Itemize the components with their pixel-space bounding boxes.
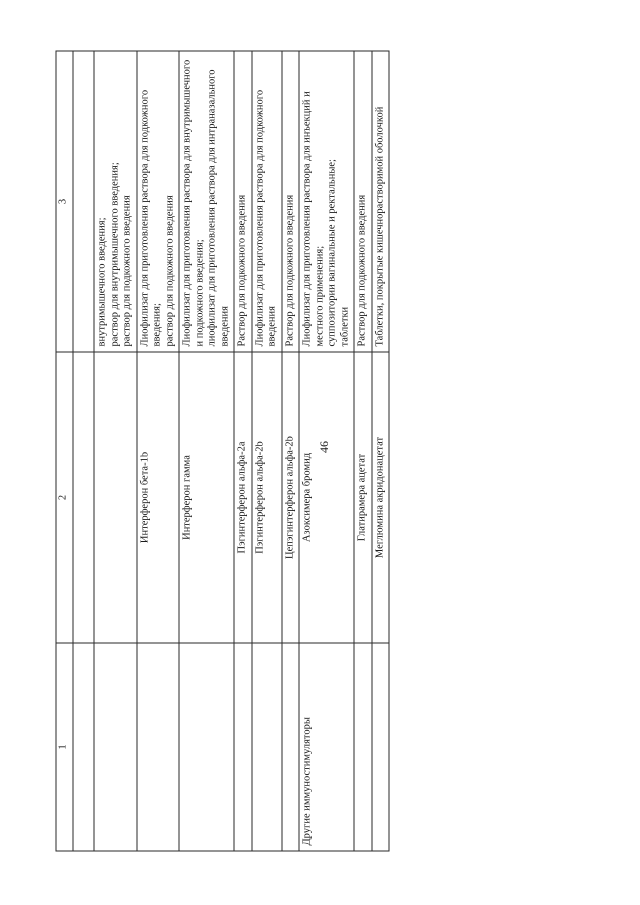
group-cell: [179, 643, 234, 851]
rotated-table-sheet: [56, 52, 539, 852]
forms-cell: Лиофилизат для приготовления раствора для внутримышечного и подкожного введения; лиофилизат для приготовления раствора для интраназального введения: [179, 51, 234, 352]
column-number-3: 3: [56, 51, 73, 352]
table-row: [299, 51, 354, 851]
forms-cell: Лиофилизат для приготовления раствора для инъекций и местного применения; суппозитории вагинальные и ректальные; таблетки: [299, 51, 354, 352]
column-number-2: 2: [56, 352, 73, 643]
drug-cell: Цепэгинтерферон альфа-2b: [282, 352, 300, 643]
spacer-row: [73, 51, 94, 851]
group-cell: [252, 643, 282, 851]
spacer-cell: [73, 51, 94, 352]
table-row: [137, 51, 180, 851]
table-row: [354, 51, 372, 851]
group-cell: [137, 643, 180, 851]
forms-cell: внутримышечного введения; раствор для внутримышечного введения; раствор для подкожного введения: [94, 51, 137, 352]
forms-cell: Раствор для подкожного введения: [234, 51, 252, 352]
drug-cell: [94, 352, 137, 643]
page-number: 46: [317, 441, 331, 453]
table-row: [282, 51, 300, 851]
drug-cell: Глатирамера ацетат: [354, 352, 372, 643]
drug-cell: Интерферон гамма: [179, 352, 234, 643]
table-row: [252, 51, 282, 851]
forms-cell: Раствор для подкожного введения: [282, 51, 300, 352]
table-row: [179, 51, 234, 851]
forms-cell: Лиофилизат для приготовления раствора для подкожного введения; раствор для подкожного введения: [137, 51, 180, 352]
group-cell: Другие иммуностимуляторы: [299, 643, 354, 851]
group-cell: [234, 643, 252, 851]
group-cell: [372, 643, 390, 851]
group-cell: [354, 643, 372, 851]
group-cell: [94, 643, 137, 851]
forms-cell: Лиофилизат для приготовления раствора для подкожного введения: [252, 51, 282, 352]
table-row: [372, 51, 390, 851]
drug-cell: Пэгинтерферон альфа-2b: [252, 352, 282, 643]
forms-cell: Таблетки, покрытые кишечнорастворимой оболочкой: [372, 51, 390, 352]
drug-cell: Меглюмина акридонацетат: [372, 352, 390, 643]
drug-cell: Интерферон бета-1b: [137, 352, 180, 643]
drug-cell: Пэгинтерферон альфа-2a: [234, 352, 252, 643]
forms-cell: Раствор для подкожного введения: [354, 51, 372, 352]
column-number-1: 1: [56, 643, 73, 851]
spacer-cell: [73, 352, 94, 643]
table-row: [234, 51, 252, 851]
medication-table: [56, 51, 390, 852]
spacer-cell: [73, 643, 94, 851]
column-number-row: [56, 51, 73, 851]
drug-cell: Азоксимера бромид: [299, 352, 354, 643]
group-cell: [282, 643, 300, 851]
table-row: [94, 51, 137, 851]
